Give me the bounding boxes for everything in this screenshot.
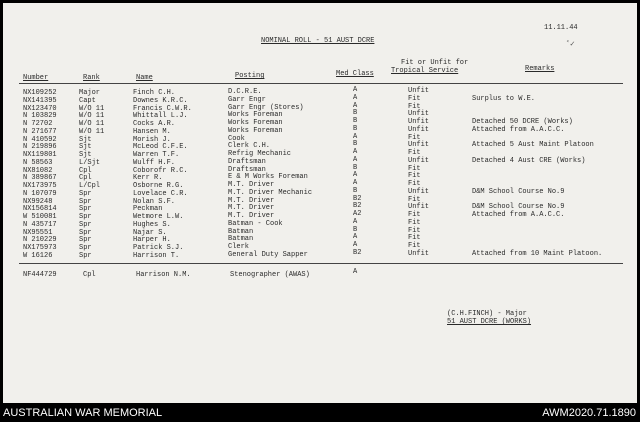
roll-cell-number: NX95551 [23, 228, 53, 237]
roll-cell-posting: M.T. Driver [228, 181, 275, 189]
roll-cell-number: W 16126 [23, 251, 53, 260]
roll-cell-number: N 219896 [23, 143, 57, 152]
roll-cell-number: NX109252 [23, 89, 57, 97]
roll-cell-name: Coborofr R.C. [133, 166, 188, 175]
roll-cell-remarks: Attached from 10 Maint Platoon. [472, 249, 603, 258]
roll-cell-posting: Clerk C.H. [228, 142, 271, 151]
roll-cell-fit: Fit [408, 211, 421, 219]
roll-cell-med: B [353, 117, 358, 125]
roll-cell-posting: Draftsman [228, 157, 266, 166]
roll-cell-number: NX99248 [23, 197, 53, 206]
roll-cell-fit: Fit [408, 133, 421, 142]
document-date: 11.11.44 [544, 24, 578, 32]
roll-cell-fit: Fit [408, 180, 421, 188]
roll-cell-rank: L/Cpl [79, 182, 101, 190]
roll-cell-posting: Batman [228, 227, 254, 236]
roll-cell-med: A [353, 148, 358, 156]
roll-cell-fit: Unfit [408, 187, 430, 196]
footer-institution: AUSTRALIAN WAR MEMORIAL [3, 407, 163, 419]
roll-cell-med: A [353, 171, 358, 180]
roll-cell-fit: Fit [408, 172, 421, 181]
roll-cell-rank: Spr [79, 220, 92, 229]
roll-cell-fit: Fit [408, 94, 421, 103]
roll-cell-med: A [353, 217, 358, 226]
table-rule [19, 263, 623, 264]
roll-cell-number: NX173975 [23, 182, 57, 190]
roll-cell-number: N 72702 [23, 120, 53, 128]
roll-cell-posting: Garr Engr [228, 95, 266, 104]
roll-cell-number: N 410592 [23, 135, 57, 144]
roll-cell-number: N 58563 [23, 158, 53, 167]
signature-line2: 51 AUST DCRE (WORKS) [447, 318, 532, 326]
roll-cell-name: Downes K.R.C. [133, 96, 188, 105]
roll-cell-fit: Fit [408, 149, 421, 157]
roll-cell-fit: Unfit [408, 87, 430, 95]
roll-cell-remarks: Detached 50 DCRE (Works) [472, 118, 573, 126]
roll-cell-rank: Sjt [79, 151, 92, 159]
roll-cell-remarks: Detached 4 Aust CRE (Works) [472, 156, 586, 165]
footer-accession-number: AWM2020.71.1890 [542, 407, 636, 419]
roll-cell-rank: Spr [79, 213, 92, 221]
roll-cell-rank: Cpl [79, 166, 92, 175]
roll-cell-rank: Spr [79, 189, 92, 198]
roll-cell-rank: Spr [79, 236, 92, 245]
roll-cell-number: NX81082 [23, 166, 53, 175]
roll-cell-name: Harrison T. [133, 251, 180, 260]
roll-cell-number: NX175973 [23, 244, 57, 252]
roll-cell-remarks: Attached 5 Aust Maint Platoon [472, 141, 594, 150]
roll-cell-name: Harper H. [133, 236, 171, 245]
roll-cell-rank: Spr [79, 244, 92, 252]
roll-cell-remarks: D&M School Course No.9 [472, 203, 565, 212]
roll-cell-med: B2 [353, 202, 362, 211]
roll-cell-fit: Fit [408, 218, 421, 227]
roll-cell-number: NX156814 [23, 205, 57, 214]
roll-cell-posting: General Duty Sapper [228, 250, 308, 259]
roll-cell-rank: Capt [79, 96, 96, 105]
extra-row-med: A [353, 268, 358, 276]
roll-cell-name: Lovelace C.R. [133, 189, 188, 198]
roll-cell-posting: Clerk [228, 243, 250, 251]
header-fit-line1: Fit or Unfit for [401, 59, 469, 67]
roll-cell-posting: M.T. Driver Mechanic [228, 188, 313, 197]
roll-cell-rank: Spr [79, 197, 92, 206]
roll-cell-posting: Garr Engr (Stores) [228, 103, 304, 112]
roll-cell-posting: M.T. Driver [228, 196, 275, 205]
roll-cell-med: A [353, 93, 358, 102]
roll-cell-name: McLeod C.F.E. [133, 143, 188, 152]
roll-cell-med: A [353, 155, 358, 164]
roll-cell-number: N 389867 [23, 174, 57, 183]
header-name: Name [136, 74, 153, 82]
extra-row-name: Harrison N.M. [136, 271, 191, 279]
roll-cell-med: B [353, 225, 358, 234]
roll-cell-rank: W/O 11 [79, 120, 105, 128]
roll-cell-fit: Unfit [408, 203, 430, 212]
roll-cell-number: NX141395 [23, 96, 57, 105]
pen-tick-mark: ˂✓ [566, 40, 576, 48]
roll-cell-fit: Unfit [408, 249, 430, 258]
roll-cell-posting: Cook [228, 134, 245, 143]
roll-cell-fit: Fit [408, 226, 421, 235]
roll-cell-name: Morish J. [133, 135, 171, 144]
roll-cell-posting: Refrig Mechanic [228, 150, 292, 158]
roll-cell-rank: Sjt [79, 143, 92, 152]
header-rule [19, 83, 623, 84]
roll-cell-med: B [353, 140, 358, 149]
roll-cell-fit: Fit [408, 164, 421, 173]
roll-cell-posting: Draftsman [228, 165, 266, 174]
document-title: NOMINAL ROLL - 51 AUST DCRE [261, 37, 375, 45]
roll-cell-med: A2 [353, 210, 362, 218]
roll-cell-name: Osborne R.G. [133, 182, 184, 190]
roll-cell-posting: Batman [228, 235, 254, 244]
roll-cell-name: Wetmore L.W. [133, 213, 184, 221]
roll-cell-number: NX119801 [23, 151, 57, 159]
roll-cell-number: N 103829 [23, 112, 57, 121]
roll-cell-posting: M.T. Driver [228, 204, 275, 213]
roll-cell-med: B [353, 124, 358, 133]
roll-cell-fit: Unfit [408, 125, 430, 134]
roll-cell-number: N 435717 [23, 220, 57, 229]
roll-cell-rank: Cpl [79, 174, 92, 183]
header-posting: Posting [235, 72, 265, 80]
roll-cell-name: Finch C.H. [133, 89, 176, 97]
roll-cell-posting: Batman - Cook [228, 219, 283, 228]
roll-cell-number: N 107079 [23, 189, 57, 198]
roll-cell-med: A [353, 233, 358, 242]
roll-cell-name: Kerr R. [133, 174, 163, 183]
roll-cell-rank: Spr [79, 251, 92, 260]
roll-cell-name: Nolan S.F. [133, 197, 176, 206]
header-med-class: Med Class [336, 70, 374, 78]
roll-cell-med: A [353, 241, 358, 249]
roll-cell-posting: D.C.R.E. [228, 88, 262, 96]
roll-cell-remarks: D&M School Course No.9 [472, 187, 565, 196]
roll-cell-posting: M.T. Driver [228, 212, 275, 220]
roll-cell-rank: W/O 11 [79, 112, 105, 121]
roll-cell-number: N 271677 [23, 127, 57, 136]
extra-row-rank: Cpl [83, 271, 96, 279]
roll-cell-med: B [353, 163, 358, 172]
roll-cell-name: Cocks A.R. [133, 120, 176, 128]
extra-row-number: NF444729 [23, 271, 57, 279]
roll-cell-fit: Unfit [408, 141, 430, 150]
archive-footer [0, 405, 640, 422]
roll-cell-remarks: Surplus to W.E. [472, 94, 536, 103]
roll-cell-rank: W/O 11 [79, 104, 105, 113]
roll-cell-name: Hughes S. [133, 220, 171, 229]
roll-cell-name: Whittall L.J. [133, 112, 188, 121]
roll-cell-med: B2 [353, 194, 362, 203]
document-page [3, 3, 637, 403]
roll-cell-fit: Fit [408, 102, 421, 111]
roll-cell-fit: Fit [408, 242, 421, 250]
roll-cell-posting: Works Foreman [228, 111, 283, 120]
roll-cell-remarks: Attached from A.A.C.C. [472, 211, 565, 219]
signature-line1: (C.H.FINCH) - Major [447, 310, 527, 318]
roll-cell-rank: Spr [79, 205, 92, 214]
roll-cell-med: B2 [353, 248, 362, 257]
roll-cell-fit: Unfit [408, 156, 430, 165]
roll-cell-med: A [353, 101, 358, 110]
header-rank: Rank [83, 74, 100, 82]
roll-cell-number: N 210229 [23, 236, 57, 245]
header-fit-line2: Tropical Service [391, 67, 459, 75]
roll-cell-name: Hansen M. [133, 127, 171, 136]
roll-cell-name: Warren T.F. [133, 151, 180, 159]
roll-cell-rank: Major [79, 89, 101, 97]
roll-cell-fit: Unfit [408, 118, 430, 126]
roll-cell-number: W 510081 [23, 213, 57, 221]
roll-cell-med: A [353, 86, 358, 94]
roll-cell-name: Patrick S.J. [133, 244, 184, 252]
roll-cell-rank: Sjt [79, 135, 92, 144]
roll-cell-rank: W/O 11 [79, 127, 105, 136]
roll-cell-fit: Unfit [408, 110, 430, 119]
roll-cell-name: Francis C.W.R. [133, 104, 192, 113]
roll-cell-med: B [353, 186, 358, 195]
extra-row-posting: Stenographer (AWAS) [230, 271, 310, 279]
roll-cell-name: Wulff H.F. [133, 158, 176, 167]
roll-cell-fit: Fit [408, 234, 421, 243]
roll-cell-posting: E & M Works Foreman [228, 173, 308, 182]
header-number: Number [23, 74, 49, 82]
roll-cell-posting: Works Foreman [228, 119, 283, 127]
header-remarks: Remarks [525, 65, 555, 73]
roll-cell-med: A [353, 132, 358, 141]
roll-cell-name: Peckman [133, 205, 163, 214]
roll-cell-rank: L/Sjt [79, 158, 101, 167]
roll-cell-remarks: Attached from A.A.C.C. [472, 125, 565, 134]
roll-cell-name: Najar S. [133, 228, 167, 237]
roll-cell-med: A [353, 179, 358, 187]
roll-cell-med: B [353, 109, 358, 118]
roll-cell-rank: Spr [79, 228, 92, 237]
roll-cell-fit: Fit [408, 195, 421, 204]
roll-cell-posting: Works Foreman [228, 126, 283, 135]
roll-cell-number: NX123470 [23, 104, 57, 113]
